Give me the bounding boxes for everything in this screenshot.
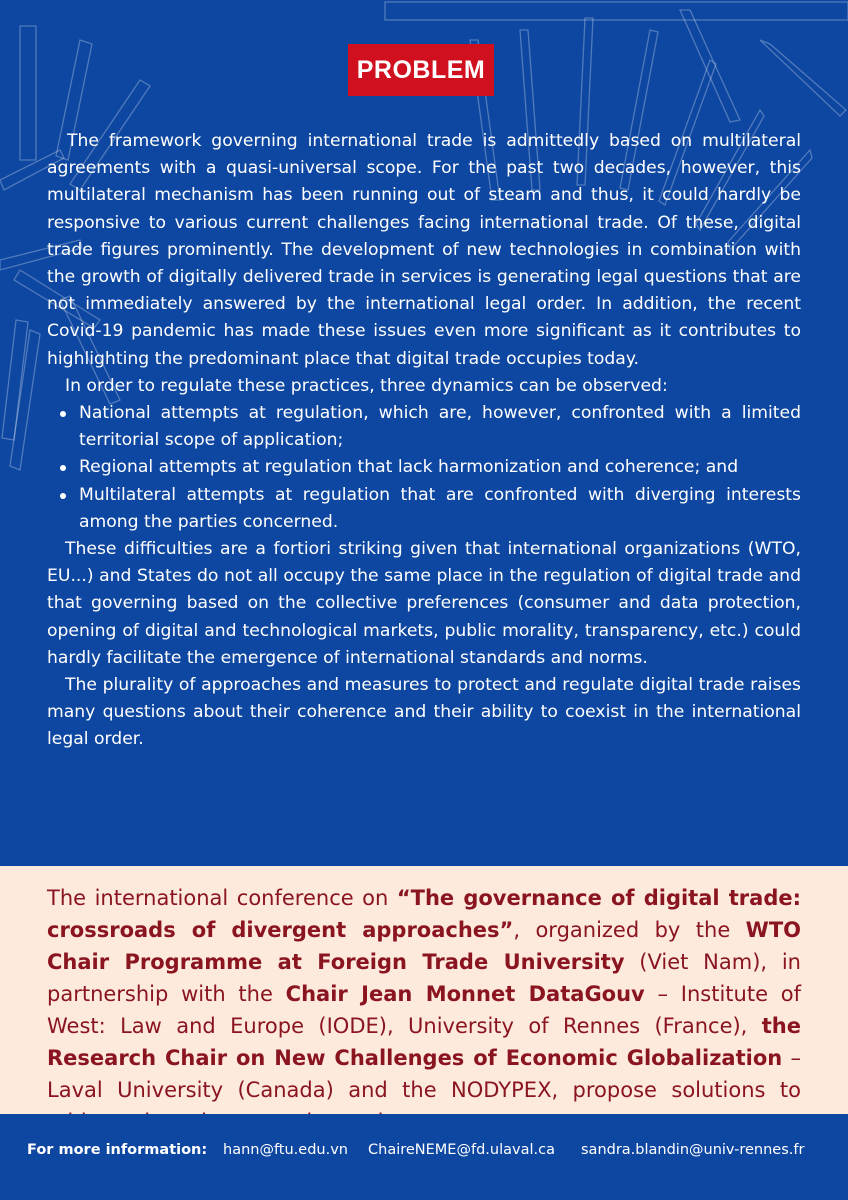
paragraph-framework: The framework governing international trade is admittedly based on multilateral agreements with a quasi-universal scope. For the past two decades, however, this multilateral mechanism has been running out of steam and thus, it could hardly be responsive to various current challenges facing international trade. Of these, digital trade figures prominently. The development of new technologies in combination with the growth of digitally delivered trade in services is generating legal questions that are not immediately answered by the international legal order. In addition, the recent Covid-19 pandemic has made these issues even more significant as it contributes to highlighting the predominant place that digital trade occupies today. (47, 131, 801, 369)
list-item: Multilateral attempts at regulation that are confronted with diverging interests among the parties concerned. (47, 482, 801, 536)
contact-footer (0, 1114, 848, 1200)
conference-title: “The governance of digital trade: crossroads of divergent approaches” (47, 886, 801, 942)
partner-name: the Research Chair on New Challenges of Economic Globalization (47, 1014, 801, 1070)
paragraph-difficulties: These difficulties are a fortiori striking given that international organizations (WTO, EU...) and States do not all occupy the same place in the regulation of digital trade and that governing based on the collective preferences (consumer and data protection, opening of digital and technological markets, public morality, transparency, etc.) could hardly facilitate the emergence of international standards and norms. (47, 539, 801, 668)
conference-text: – Laval University (Canada) and the NODYPEX, propose solutions to (47, 1046, 801, 1102)
email-link[interactable]: ChaireNEME@fd.ulaval.ca (368, 1142, 555, 1158)
conference-description (47, 882, 801, 1138)
list-item: National attempts at regulation, which are, however, confronted with a limited territorial scope of application; (47, 400, 801, 454)
problem-badge: PROBLEM (348, 44, 494, 96)
paragraph-plurality: The plurality of approaches and measures to protect and regulate digital trade raises many questions about their coherence and their ability to coexist in the international legal order. (47, 675, 801, 750)
conference-text: – Institute of West: Law and Europe (IODE), University of Rennes (France), (47, 982, 801, 1038)
contact-label: For more information: (27, 1142, 208, 1158)
conference-text: , organized by the (513, 918, 746, 942)
organizer-name: WTO Chair Programme at Foreign Trade University (47, 918, 801, 974)
conference-text: The international conference on (47, 886, 397, 910)
problem-body (47, 128, 801, 754)
partner-name: Chair Jean Monnet DataGouv (285, 982, 645, 1006)
conference-text: (Viet Nam), in partnership with the (47, 950, 801, 1006)
dynamics-list (47, 400, 801, 536)
email-link[interactable]: hann@ftu.edu.vn (223, 1142, 348, 1158)
list-item: Regional attempts at regulation that lack harmonization and coherence; and (47, 454, 801, 481)
paragraph-dynamics-intro: In order to regulate these practices, three dynamics can be observed: (65, 375, 668, 396)
email-link[interactable]: sandra.blandin@univ-rennes.fr (581, 1142, 805, 1158)
